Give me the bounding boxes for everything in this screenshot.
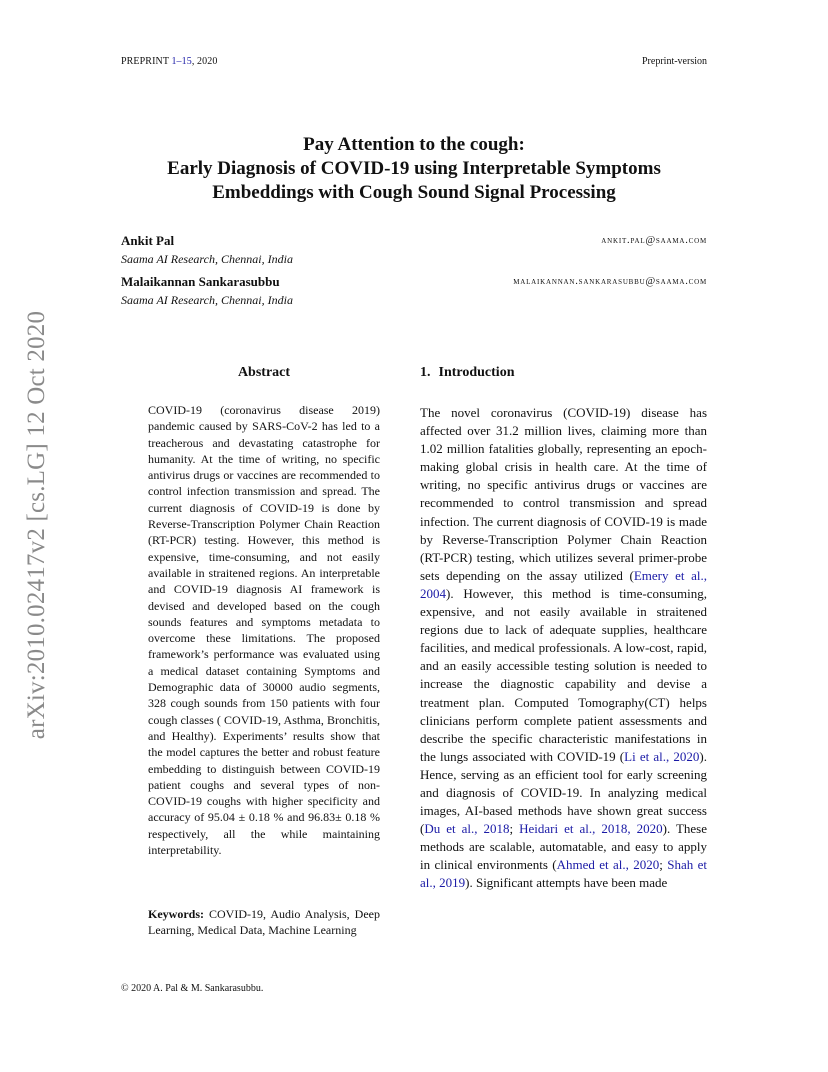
intro-text-segment: ). Significant attempts have been made — [465, 875, 668, 891]
author-name: Malaikannan Sankarasubbu — [121, 274, 280, 289]
preprint-label: PREPRINT — [121, 56, 172, 67]
author-block-2 — [121, 274, 707, 308]
keywords-list: COVID-19, Audio Analysis, Deep Learning, Medical Data, Machine Learning — [148, 907, 380, 938]
author-affiliation: Saama AI Research, Chennai, India — [121, 252, 293, 266]
introduction-text — [420, 404, 707, 893]
citation-link[interactable]: Shah et al., 2019 — [420, 857, 707, 891]
arxiv-side-stamp — [8, 290, 66, 760]
citation-link[interactable]: Heidari et al., 2018, 2020 — [519, 821, 663, 837]
arxiv-id-text: arXiv:2010.02417v2 [cs.LG] 12 Oct 2020 — [23, 310, 50, 740]
paper-title — [0, 133, 828, 205]
preprint-year: , 2020 — [191, 56, 218, 67]
title-line-2: Early Diagnosis of COVID-19 using Interpretable Symptoms — [167, 158, 661, 179]
author-email[interactable]: ankit.pal@saama.com — [601, 235, 707, 246]
keywords — [148, 906, 380, 939]
intro-text-segment: ). Hence, serving as an efficient tool for early screening and diagnosis of COVID-19. In analyzing medical images, AI-based methods have shown great success ( — [420, 748, 707, 837]
citation-link[interactable]: Emery et al., 2004 — [420, 567, 707, 601]
author-affiliation: Saama AI Research, Chennai, India — [121, 293, 293, 307]
abstract-heading: Abstract — [237, 365, 291, 380]
citation-link[interactable]: Du et al., 2018 — [424, 821, 510, 837]
title-line-3: Embeddings with Cough Sound Signal Processing — [212, 182, 616, 203]
intro-text-segment: The novel coronavirus (COVID-19) disease has affected over 31.2 million lives, claiming more than 1.02 million fatalities globally, representing an epoch-making global crisis in health care. At the time of writing, no specific antivirus drugs or vaccines are recommended to control transmission and spread infection. The current diagnosis of COVID-19 is made by Reverse-Transcription Polymer Chain Reaction (RT-PCR) testing, which utilizes several primer-probe sets depending on the assay utilized ( — [420, 405, 707, 583]
intro-text-segment: ). These methods are scalable, automatable, and easy to apply in clinical environments ( — [420, 821, 708, 873]
intro-text-segment: ; — [509, 821, 520, 837]
page-range-link[interactable]: 1–15 — [171, 56, 192, 67]
intro-text-segment: ). However, this method is time-consuming, expensive, and not easily available in straitened regions due to lack of adequate supplies, healthcare facilities, and medical professionals. A low-cost, rapid, and an easily accessible testing solution is needed to increase the diagnostic capability and devise a treatment plan. Computed Tomography(CT) helps clinicians perform complete patient assessments and describe the specific characteristic manifestations in the lungs associated with COVID-19 ( — [420, 585, 707, 764]
introduction-heading — [420, 365, 514, 381]
keywords-label: Keywords: — [148, 907, 204, 921]
citation-link[interactable]: Ahmed et al., 2020 — [556, 857, 660, 873]
author-name: Ankit Pal — [121, 233, 175, 248]
author-block-1 — [121, 233, 707, 267]
running-header-left — [121, 56, 217, 67]
citation-link[interactable]: Li et al., 2020 — [624, 748, 700, 764]
author-email[interactable]: malaikannan.sankarasubbu@saama.com — [513, 276, 707, 287]
abstract-text: COVID-19 (coronavirus disease 2019) pandemic caused by SARS-CoV-2 has led to a treacherous and devastating catastrophe for humanity. At the time of writing, no specific antivirus drugs or vaccines are recommended to control infection transmission and spread. The current diagnosis of COVID-19 is done by Reverse-Transcription Polymer Chain Reaction (RT-PCR) testing. However, this method is expensive, time-consuming, and not easily available in straitened regions. An interpretable and COVID-19 diagnosis AI framework is devised and developed based on the cough sounds features and symptoms metadata to overcome these limitations. The proposed framework’s performance was evaluated using a medical dataset containing Symptoms and Demographic data of 30000 audio segments, 328 cough sounds from 150 patients with four cough classes ( COVID-19, Asthma, Bronchitis, and Healthy). Experiments’ results show that the model captures the better and robust feature embedding to distinguish between COVID-19 patient coughs and several types of non-COVID-19 coughs with higher specificity and accuracy of 95.04 ± 0.18 % and 96.83± 0.18 % respectively, all the while maintaining interpretability. — [148, 403, 380, 858]
copyright-footer: © 2020 A. Pal & M. Sankarasubbu. — [121, 983, 264, 994]
intro-text-segment: ; — [659, 857, 668, 873]
section-title: Introduction — [438, 365, 515, 380]
section-number: 1. — [420, 365, 431, 380]
title-line-1: Pay Attention to the cough: — [303, 134, 525, 155]
running-header-right: Preprint-version — [642, 56, 707, 67]
